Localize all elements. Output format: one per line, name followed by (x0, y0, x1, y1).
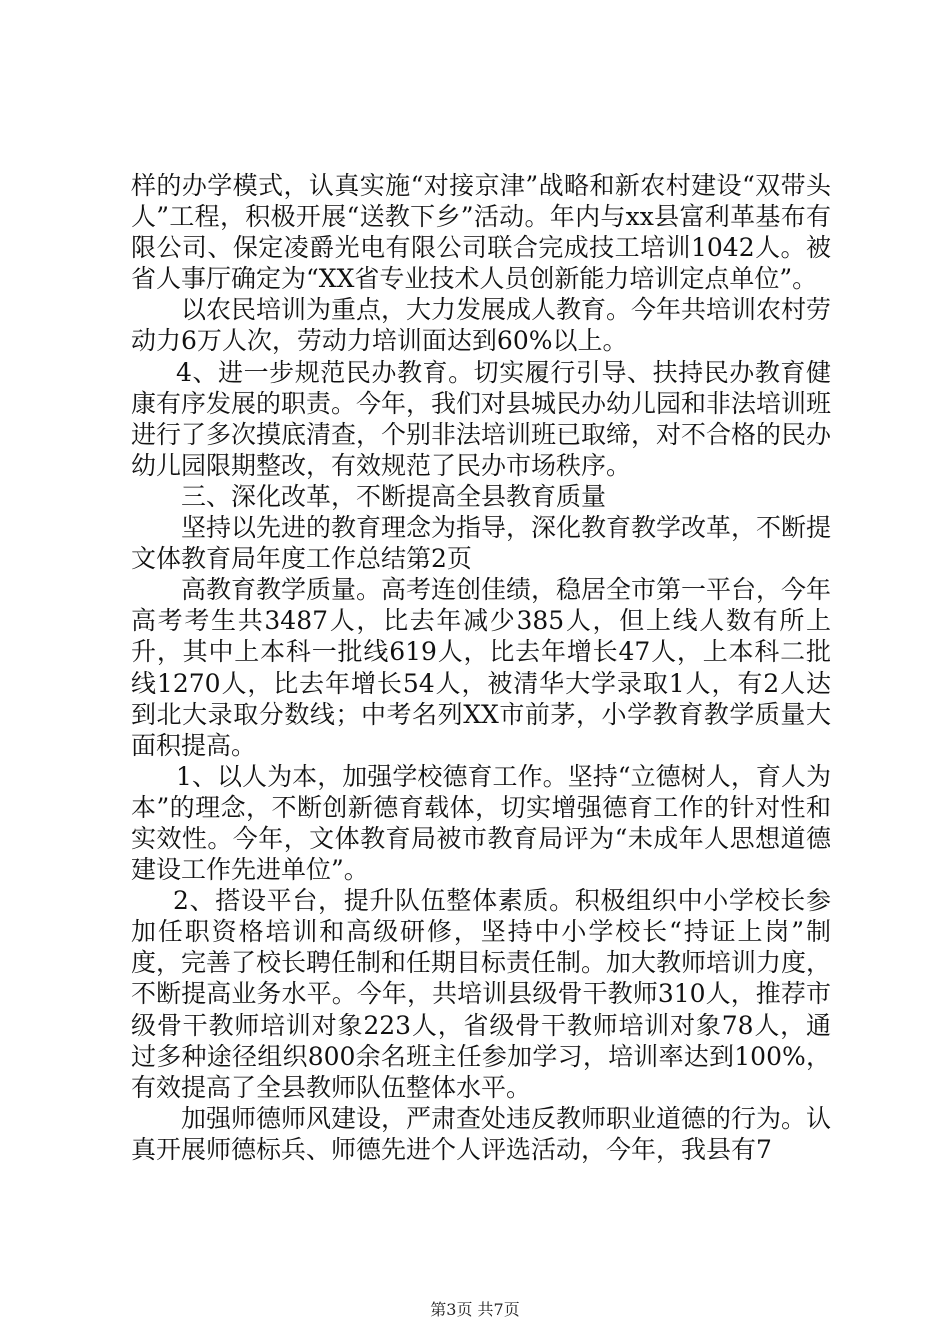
paragraph-teacher-training: 2、搭设平台，提升队伍整体素质。积极组织中小学校长参加任职资格培训和高级研修，坚持中小学校长“持证上岗”制度，完善了校长聘任制和任期目标责任制。加大教师培训力度，不断提高业务水平。今年，共培训县级骨干教师310人，推荐市级骨干教师培训对象223人，省级骨干教师培训对象78人，通过多种途径组织800余名班主任参加学习，培训率达到100%，有效提高了全县教师队伍整体水平。 (131, 886, 832, 1102)
section-heading-reform: 三、深化改革，不断提高全县教育质量 (181, 481, 607, 511)
paragraph-continuation: 样的办学模式，认真实施“对接京津”战略和新农村建设“双带头人”工程，积极开展“送教下乡”活动。年内与xx县富利革基布有限公司、保定凌爵光电有限公司联合完成技工培训1042人。被省人事厅确定为“XX省专业技术人员创新能力培训定点单位”。 (131, 171, 831, 294)
paragraph-exam-results: 高教育教学质量。高考连创佳绩，稳居全市第一平台，今年高考考生共3487人，比去年减少385人，但上线人数有所上升，其中上本科一批线619人，比去年增长47人，上本科二批线1270人，比去年增长54人，被清华大学录取1人，有2人达到北大录取分数线；中考名列XX市前茅，小学教育教学质量大面积提高。 (131, 575, 832, 760)
paragraph-farmer-training: 以农民培训为重点，大力发展成人教育。今年共培训农村劳动力6万人次，劳动力培训面达到60%以上。 (131, 295, 832, 356)
paragraph-teaching-reform: 坚持以先进的教育理念为指导，深化教育教学改革，不断提文体教育局年度工作总结第2页 (131, 513, 832, 574)
paragraph-teacher-ethics: 加强师德师风建设，严肃查处违反教师职业道德的行为。认真开展师德标兵、师德先进个人评选活动，今年，我县有7 (131, 1103, 832, 1164)
page-footer: 第3页 共7页 (430, 1300, 520, 1319)
paragraph-private-education: 4、进一步规范民办教育。切实履行引导、扶持民办教育健康有序发展的职责。今年，我们对县城民办幼儿园和非法培训班进行了多次摸底清查，个别非法培训班已取缔，对不合格的民办幼儿园限期整改，有效规范了民办市场秩序。 (131, 357, 832, 480)
document-body (131, 170, 831, 1165)
paragraph-moral-education: 1、以人为本，加强学校德育工作。坚持“立德树人，育人为本”的理念，不断创新德育载体，切实增强德育工作的针对性和实效性。今年，文体教育局被市教育局评为“未成年人思想道德建设工作先进单位”。 (131, 761, 831, 885)
